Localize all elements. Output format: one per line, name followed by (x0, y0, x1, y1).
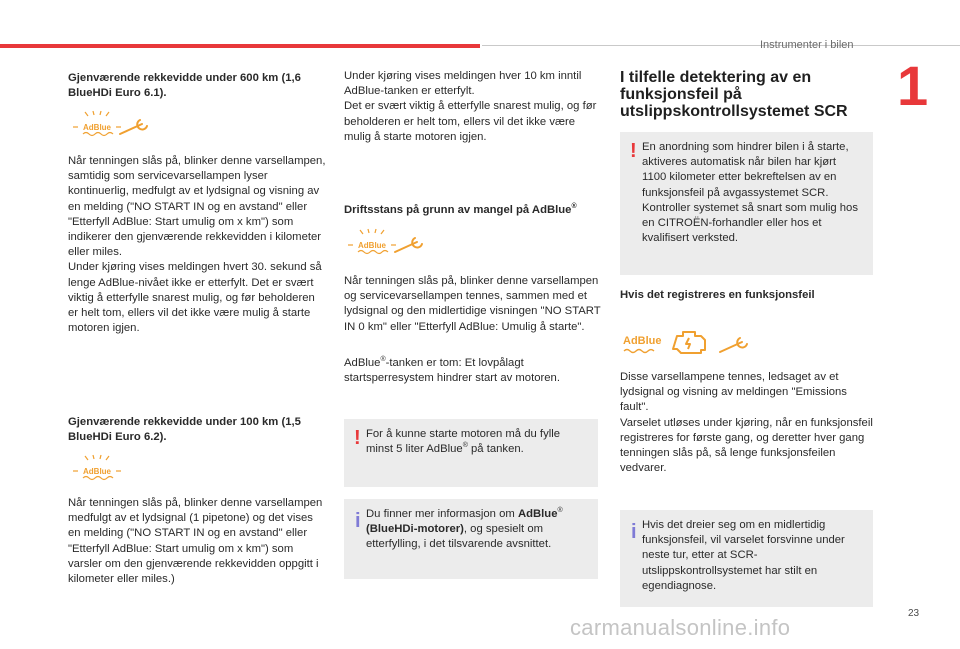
col2-warning-text: For å kunne starte motoren må du fylle minst 5 liter AdBlue® på tanken. (366, 428, 561, 456)
col2-para3: Når tenningen slås på, blinker denne varsellampen og servicevarsellampen tennes, sammen med et lydsignal og den midlertidige visningen "NO START IN 0 km" eller "Etterfyll AdBlue: Umulig å starte". (344, 275, 601, 333)
page-number: 23 (908, 608, 920, 619)
section-title: I tilfelle detektering av en funksjonsfeil på utslippskontrollsystemet SCR (620, 69, 848, 120)
adblue-warning-icon-3 (345, 228, 435, 264)
chapter-number: 1 (897, 54, 929, 117)
svg-text:AdBlue: AdBlue (358, 241, 386, 250)
col2-para1: Under kjøring vises meldingen hver 10 km inntil AdBlue-tanken er etterfylt. Det er svært viktig å etterfylle snarest mulig, og før beholderen er helt tom, ellers vil det ikke være mulig å starte motoren igjen. (344, 70, 597, 143)
header-red-bar (0, 44, 480, 48)
adblue-warning-icon-1 (70, 110, 160, 146)
svg-text:AdBlue: AdBlue (623, 335, 662, 347)
warning-exclamation-icon: ! (630, 140, 637, 162)
warning-exclamation-icon: ! (354, 427, 361, 449)
col3-info-text: Hvis det dreier seg om en midlertidig funksjonsfeil, vil varselet forsvinne under neste tur, etter at SCR-utslippskontrollsystemet har stilt en egendiagnose. (642, 519, 845, 592)
emissions-warning-icons (622, 324, 762, 360)
col2-para4: AdBlue®-tanken er tom: Et lovpålagt startsperresystem hindrer start av motoren. (344, 356, 560, 385)
col1-para3: Når tenningen slås på, blinker denne varsellampen medfulgt av et lydsignal (1 pipetone) og det vises en melding ("NO START IN og en avstand" eller "Etterfyll AdBlue: Start umulig om x km") som varsler om den gjenværende rekkevidden oppgitt i kilometer eller miles.) (68, 497, 323, 586)
col2-warning-box (344, 419, 598, 487)
chapter-title: Instrumenter i bilen (760, 39, 854, 51)
col1-heading1: Gjenværende rekkevidde under 600 km (1,6 BlueHDi Euro 6.1). (68, 72, 301, 100)
watermark: carmanualsonline.info (570, 615, 791, 640)
svg-text:AdBlue: AdBlue (83, 467, 111, 476)
col3-para1: Disse varsellampene tennes, ledsaget av et lydsignal og visning av meldingen "Emissions fault". Varselet utløses under kjøring, når en funksjonsfeil registreres for første gang, og deretter hver gang tenningen slås på, så lenge funksjonsfeilen vedvarer. (620, 371, 873, 475)
col2-info-text: Du finner mer informasjon om AdBlue® (BlueHDi-motorer), og spesielt om etterfylling, i det tilsvarende avsnittet. (366, 507, 563, 551)
col3-warning-box (620, 132, 873, 275)
info-i-icon: i (355, 510, 361, 532)
info-i-icon: i (631, 521, 637, 543)
adblue-warning-icon-2 (70, 454, 124, 490)
col1-heading2: Gjenværende rekkevidde under 100 km (1,5 BlueHDi Euro 6.2). (68, 416, 301, 444)
col2-heading: Driftsstans på grunn av mangel på AdBlue® (344, 203, 577, 216)
svg-text:AdBlue: AdBlue (83, 123, 111, 132)
col3-info-box (620, 510, 873, 607)
col2-info-box (344, 499, 598, 579)
col3-heading: Hvis det registreres en funksjonsfeil (620, 289, 815, 301)
col1-para1: Når tenningen slås på, blinker denne varsellampen, samtidig som servicevarsellampen lyser kontinuerlig, medfulgt av et lydsignal og visning av en melding ("NO START IN og en avstand" eller "Etterfyll AdBlue: Start umulig om x km") som indikerer den gjenværende rekkevidden i kilometer eller miles. Under kjøring vises meldingen hvert 30. sekund så lenge AdBlue-nivået ikke er etterfylt. Det er svært viktig å etterfylle snarest mulig, og før beholderen er helt tom, ellers vil det ikke være mulig å starte motoren igjen. (68, 155, 326, 335)
col3-warning-text: En anordning som hindrer bilen i å starte, aktiveres automatisk når bilen har kjørt 1100 kilometer etter bekreftelsen av en funksjonsfeil på avgassystemet SCR. Kontroller systemet så snart som mulig hos en CITROËN-forhandler eller hos et kvalifisert verksted. (642, 141, 858, 245)
header-rule (482, 45, 960, 46)
